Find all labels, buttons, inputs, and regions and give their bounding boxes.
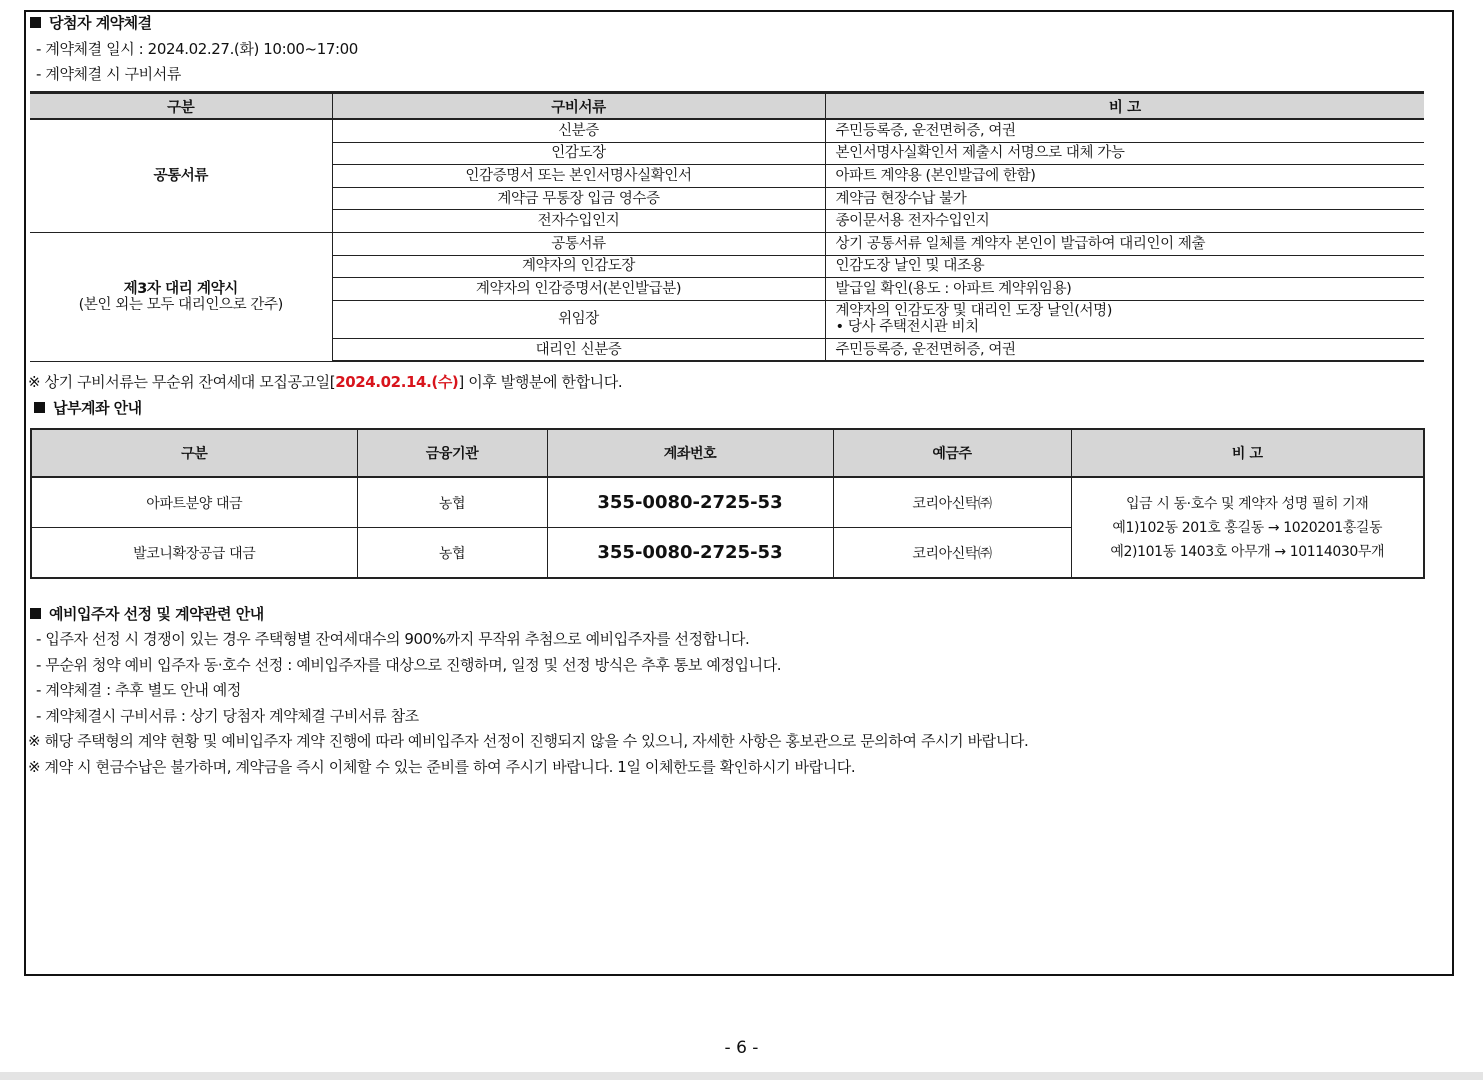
bank-cell: 농협 [357,528,547,579]
section-3-title: 예비입주자 선정 및 계약관련 안내 [30,603,264,624]
section-2-title: 납부계좌 안내 [34,397,142,418]
notice-prefix: ※ 상기 구비서류는 무순위 잔여세대 모집공고일[ [28,373,336,391]
doc-cell: 계약자의 인감도장 [332,255,825,278]
group-proxy-sublabel: (본인 외는 모두 대리인으로 간주) [78,296,283,313]
header-category: 구분 [30,93,332,120]
doc-cell: 신분증 [332,119,825,142]
header-documents: 구비서류 [332,93,825,120]
square-bullet-icon [30,608,41,619]
note-cell: 종이문서용 전자수입인지 [825,210,1424,233]
section-1-title: 당첨자 계약체결 [30,12,152,33]
memo-line: 입금 시 동·호수 및 계약자 성명 필히 기재 [1126,495,1369,512]
bottom-bar [0,1072,1483,1080]
header-holder: 예금주 [833,429,1071,477]
square-bullet-icon [30,17,41,28]
header-bank: 금융기관 [357,429,547,477]
bank-cell: 농협 [357,477,547,528]
holder-cell: 코리아신탁㈜ [833,477,1071,528]
note-cell: 본인서명사실확인서 제출시 서명으로 대체 가능 [825,142,1424,165]
header-category: 구분 [31,429,357,477]
info-line: - 계약체결시 구비서류 : 상기 당첨자 계약체결 구비서류 참조 [36,707,419,725]
doc-cell: 계약자의 인감증명서(본인발급분) [332,278,825,301]
group-proxy-label: 제3자 대리 계약시 [123,280,238,297]
header-account-number: 계좌번호 [547,429,833,477]
note-cell: 발급일 확인(용도 : 아파트 계약위임용) [825,278,1424,301]
required-docs-line: - 계약체결 시 구비서류 [36,65,181,83]
deposit-memo-cell [1071,477,1424,578]
holder-cell: 코리아신탁㈜ [833,528,1071,579]
account-number-cell: 355-0080-2725-53 [547,528,833,579]
payment-account-table [30,428,1425,579]
info-line: ※ 계약 시 현금수납은 불가하며, 계약금을 즉시 이체할 수 있는 준비를 하여 주시기 바랍니다. 1일 이체한도를 확인하시기 바랍니다. [28,758,856,776]
table-header-row [31,429,1424,477]
info-line: - 계약체결 : 추후 별도 안내 예정 [36,681,241,699]
table-row [30,232,1424,255]
square-bullet-icon [34,402,45,413]
note-line: 계약자의 인감도장 및 대리인 도장 날인(서명) [835,303,1112,320]
group-proxy-contract [30,232,332,361]
note-cell [825,300,1424,338]
notice-date: 2024.02.14.(수) [335,373,459,391]
doc-cell: 계약금 무통장 입금 영수증 [332,187,825,210]
doc-cell: 대리인 신분증 [332,338,825,361]
table-row [30,119,1424,142]
note-line: • 당사 주택전시관 비치 [835,319,979,336]
memo-line: 예1)102동 201호 홍길동 → 1020201홍길동 [1112,519,1383,536]
notice-suffix: ] 이후 발행분에 한합니다. [458,373,623,391]
doc-cell: 인감도장 [332,142,825,165]
doc-cell: 전자수입인지 [332,210,825,233]
category-cell: 발코니확장공급 대금 [31,528,357,579]
header-notes: 비 고 [1071,429,1424,477]
category-cell: 아파트분양 대금 [31,477,357,528]
table-row [31,477,1424,528]
account-number-cell: 355-0080-2725-53 [547,477,833,528]
contract-date-line: - 계약체결 일시 : 2024.02.27.(화) 10:00~17:00 [36,40,358,58]
required-docs-table [30,91,1424,362]
doc-cell: 인감증명서 또는 본인서명사실확인서 [332,165,825,188]
note-cell: 주민등록증, 운전면허증, 여권 [825,119,1424,142]
note-cell: 상기 공통서류 일체를 계약자 본인이 발급하여 대리인이 제출 [825,232,1424,255]
info-line: ※ 해당 주택형의 계약 현황 및 예비입주자 계약 진행에 따라 예비입주자 선정이 진행되지 않을 수 있으니, 자세한 사항은 홍보관으로 문의하여 주시기 바랍니다. [28,732,1029,750]
info-line: - 입주자 선정 시 경쟁이 있는 경우 주택형별 잔여세대수의 900%까지 무작위 추첨으로 예비입주자를 선정합니다. [36,630,750,648]
doc-cell: 위임장 [332,300,825,338]
page-number: - 6 - [724,1038,759,1058]
info-line: - 무순위 청약 예비 입주자 동·호수 선정 : 예비입주자를 대상으로 진행하며, 일정 및 선정 방식은 추후 통보 예정입니다. [36,656,782,674]
header-notes: 비 고 [825,93,1424,120]
memo-line: 예2)101동 1403호 아무개 → 10114030무개 [1110,543,1385,560]
note-cell: 인감도장 날인 및 대조용 [825,255,1424,278]
note-cell: 계약금 현장수납 불가 [825,187,1424,210]
table-header-row [30,93,1424,120]
note-cell: 주민등록증, 운전면허증, 여권 [825,338,1424,361]
group-common-docs: 공통서류 [30,119,332,232]
doc-cell: 공통서류 [332,232,825,255]
issue-date-notice [28,371,622,392]
note-cell: 아파트 계약용 (본인발급에 한함) [825,165,1424,188]
